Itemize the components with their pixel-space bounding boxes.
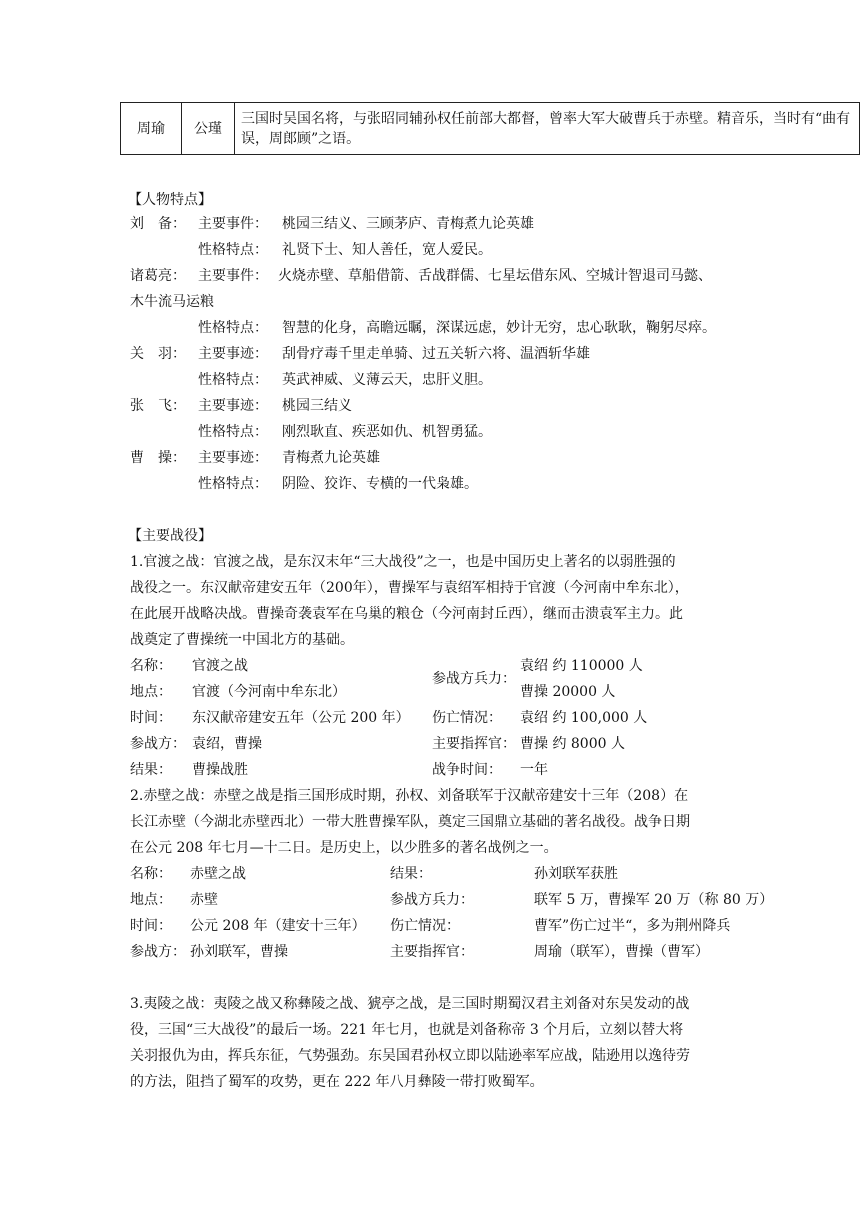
trait-label-character: 性格特点：	[198, 424, 268, 440]
trait-label-events: 主要事迹：	[198, 398, 268, 414]
info-value-forces-1: 袁绍 约 110000 人	[520, 658, 643, 674]
info-label-forces: 参战方兵力：	[432, 671, 516, 687]
info-label-casualties: 伤亡情况：	[390, 918, 460, 934]
battle-paragraph-line: 在此展开战略决战。曹操奇袭袁军在乌巢的粮仓（今河南封丘西），继而击溃袁军主力。此	[130, 606, 683, 622]
info-label-duration: 战争时间：	[432, 762, 502, 778]
info-value-name: 官渡之战	[192, 658, 248, 674]
trait-name: 刘 备：	[130, 216, 186, 232]
battle-paragraph-line: 战奠定了曹操统一中国北方的基础。	[130, 632, 354, 648]
info-label-forces: 参战方兵力：	[390, 892, 474, 908]
info-value-casualties: 袁绍 约 100,000 人	[520, 710, 648, 726]
person-name-cell: 周瑜	[121, 103, 182, 155]
trait-events-text: 刮骨疗毒千里走单骑、过五关斩六将、温酒斩华雄	[282, 346, 590, 362]
trait-character-text: 智慧的化身，高瞻远瞩，深谋远虑，妙计无穷，忠心耿耿，鞠躬尽瘁。	[282, 320, 716, 336]
info-value-commander: 周瑜（联军），曹操（曹军）	[534, 944, 709, 960]
info-value-sides: 袁绍，曹操	[192, 736, 262, 752]
trait-name: 关 羽：	[130, 346, 186, 362]
info-value-result: 孙刘联军获胜	[534, 866, 618, 882]
trait-label-character: 性格特点：	[198, 242, 268, 258]
info-value-place: 官渡（今河南中牟东北）	[192, 684, 346, 700]
info-label-sides: 参战方：	[130, 944, 186, 960]
info-value-time: 东汉献帝建安五年（公元 200 年）	[192, 710, 410, 726]
trait-name: 张 飞：	[130, 398, 186, 414]
info-label-result: 结果：	[390, 866, 432, 882]
trait-character-text: 礼贤下士、知人善任，宽人爱民。	[282, 242, 492, 258]
info-value-forces: 联军 5 万，曹操军 20 万（称 80 万）	[534, 892, 774, 908]
info-label-name: 名称：	[130, 866, 172, 882]
trait-character-text: 阴险、狡诈、专横的一代枭雄。	[282, 476, 478, 492]
battle-paragraph-line: 1.官渡之战：官渡之战，是东汉末年“三大战役”之一，也是中国历史上著名的以弱胜强的	[130, 554, 676, 570]
trait-label-character: 性格特点：	[198, 320, 268, 336]
info-label-place: 地点：	[130, 892, 172, 908]
info-label-name: 名称：	[130, 658, 172, 674]
info-label-place: 地点：	[130, 684, 172, 700]
info-value-place: 赤壁	[190, 892, 218, 908]
person-zi-cell: 公瑾	[182, 103, 235, 155]
trait-events-text-cont: 木牛流马运粮	[130, 294, 214, 310]
person-table	[120, 102, 860, 155]
info-value-forces-2: 曹操 20000 人	[520, 684, 616, 700]
trait-name: 诸葛亮：	[130, 268, 186, 284]
info-label-result: 结果：	[130, 762, 172, 778]
trait-events-text: 桃园三结义、三顾茅庐、青梅煮九论英雄	[282, 216, 534, 232]
battle-paragraph-line: 2.赤壁之战：赤壁之战是指三国形成时期，孙权、刘备联军于汉献帝建安十三年（208）在	[130, 788, 689, 804]
info-value-time: 公元 208 年（建安十三年）	[190, 918, 366, 934]
info-label-sides: 参战方：	[130, 736, 186, 752]
info-value-duration: 一年	[520, 762, 548, 778]
info-value-sides: 孙刘联军，曹操	[190, 944, 288, 960]
battle-paragraph-line: 关羽报仇为由，挥兵东征，气势强劲。东吴国君孙权立即以陆逊率军应战，陆逊用以逸待劳	[130, 1048, 690, 1064]
trait-label-character: 性格特点：	[198, 372, 268, 388]
battle-paragraph-line: 战役之一。东汉献帝建安五年（200年），曹操军与袁绍军相持于官渡（今河南中牟东北），	[130, 580, 689, 596]
traits-heading: 【人物特点】	[128, 192, 212, 208]
trait-character-text: 英武神威、义薄云天，忠肝义胆。	[282, 372, 492, 388]
trait-label-events: 主要事件：	[198, 216, 268, 232]
trait-label-events: 主要事迹：	[198, 450, 268, 466]
battle-paragraph-line: 的方法，阻挡了蜀军的攻势，更在 222 年八月彝陵一带打败蜀军。	[130, 1074, 544, 1090]
battles-heading: 【主要战役】	[128, 528, 212, 544]
info-label-time: 时间：	[130, 918, 172, 934]
info-label-casualties: 伤亡情况：	[432, 710, 502, 726]
trait-label-events: 主要事迹：	[198, 346, 268, 362]
info-value-result: 曹操战胜	[192, 762, 248, 778]
person-desc-cell: 三国时吴国名将，与张昭同辅孙权任前部大都督，曾率大军大破曹兵于赤壁。精音乐，当时有“曲有误，周郎顾”之语。	[235, 103, 860, 155]
info-value-casualties: 曹军”伤亡过半“，多为荆州降兵	[534, 918, 731, 934]
trait-label-events: 主要事件：	[198, 268, 268, 284]
info-value-name: 赤壁之战	[190, 866, 246, 882]
trait-label-character: 性格特点：	[198, 476, 268, 492]
info-label-commander: 主要指挥官：	[432, 736, 516, 752]
battle-paragraph-line: 3.夷陵之战：夷陵之战又称彝陵之战、猇亭之战，是三国时期蜀汉君主刘备对东吴发动的战	[130, 996, 690, 1012]
info-label-time: 时间：	[130, 710, 172, 726]
table-row	[121, 103, 860, 155]
trait-events-text: 火烧赤壁、草船借箭、舌战群儒、七星坛借东风、空城计智退司马懿、	[278, 268, 712, 284]
trait-name: 曹 操：	[130, 450, 186, 466]
battle-paragraph-line: 在公元 208 年七月—十二日。是历史上，以少胜多的著名战例之一。	[130, 840, 558, 856]
info-label-commander: 主要指挥官：	[390, 944, 474, 960]
battle-paragraph-line: 役，三国“三大战役”的最后一场。221 年七月，也就是刘备称帝 3 个月后，立刻以替大将	[130, 1022, 684, 1038]
trait-events-text: 青梅煮九论英雄	[282, 450, 380, 466]
info-value-commander: 曹操 约 8000 人	[520, 736, 625, 752]
trait-events-text: 桃园三结义	[282, 398, 352, 414]
battle-paragraph-line: 长江赤壁（今湖北赤壁西北）一带大胜曹操军队，奠定三国鼎立基础的著名战役。战争日期	[130, 814, 690, 830]
trait-character-text: 刚烈耿直、疾恶如仇、机智勇猛。	[282, 424, 492, 440]
